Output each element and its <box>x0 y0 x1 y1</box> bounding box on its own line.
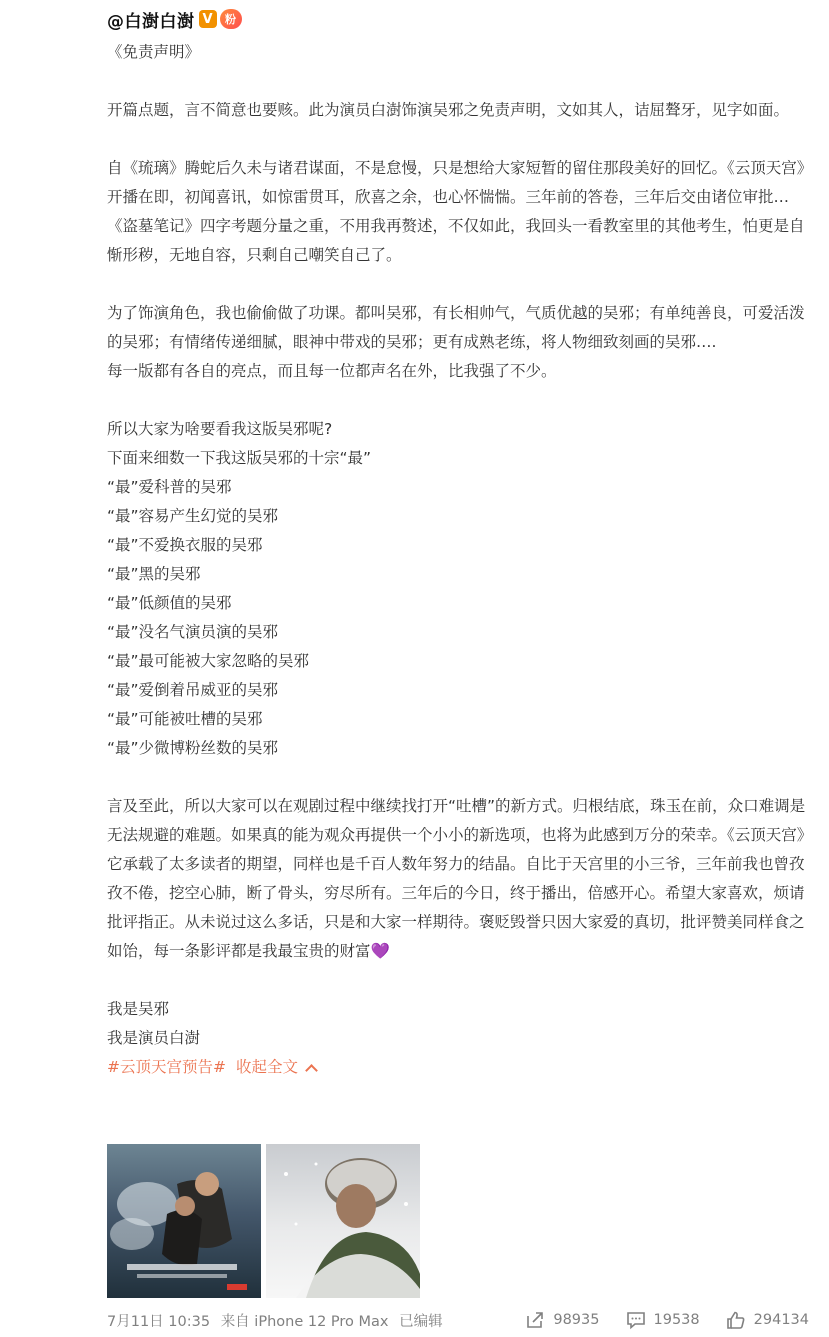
paragraph-signoff-2: 我是演员白澍 <box>107 1029 201 1047</box>
topic-line <box>107 1053 809 1082</box>
list-item: “最”最可能被大家忽略的吴邪 <box>107 652 310 670</box>
list-item: “最”可能被吐槽的吴邪 <box>107 710 263 728</box>
thumbs-up-icon <box>726 1310 746 1330</box>
post-time[interactable]: 7月11日 10:35 <box>107 1313 211 1330</box>
poster-illustration-icon <box>107 1144 261 1298</box>
comment-count: 19538 <box>653 1312 700 1328</box>
post-header <box>107 0 809 38</box>
paragraph-list-intro: 下面来细数一下我这版吴邪的十宗“最” <box>107 449 372 467</box>
verified-badge-icon: V <box>199 10 217 28</box>
post-footer <box>107 1306 809 1334</box>
post-title: 《免责声明》 <box>107 43 201 61</box>
snow-scene-illustration-icon <box>266 1144 420 1298</box>
list-item: “最”容易产生幻觉的吴邪 <box>107 507 279 525</box>
image-grid <box>107 1144 420 1298</box>
paragraph-intro: 开篇点题，言不简意也要赅。此为演员白澍饰演吴邪之免责声明，文如其人，诘屈聱牙，见字如面。 <box>107 101 790 119</box>
list-item: “最”黑的吴邪 <box>107 565 201 583</box>
repost-button[interactable] <box>525 1310 599 1330</box>
collapse-text-button[interactable] <box>236 1053 316 1082</box>
paragraph-preface: 自《琉璃》腾蛇后久未与诸君谋面，不是怠慢，只是想给大家短暂的留住那段美好的回忆。《云顶天宫》开播在即，初闻喜讯，如惊雷贯耳，欣喜之余，也心怀惴惴。三年前的答卷，三年后交由诸位审批…《盗墓笔记》四字考题分量之重，不用我再赘述，不仅如此，我回头一看教室里的其他考生，怕更是自惭形秽，无地自容，只剩自己嘲笑自己了。 <box>107 159 805 264</box>
like-button[interactable] <box>726 1310 809 1330</box>
fan-badge-icon[interactable]: 粉 <box>220 9 242 29</box>
topic-tag-link[interactable]: #云顶天宫预告# <box>107 1058 226 1076</box>
chevron-up-icon <box>305 1064 318 1077</box>
repost-count: 98935 <box>553 1312 600 1328</box>
list-item: “最”少微博粉丝数的吴邪 <box>107 739 279 757</box>
post-body <box>107 38 809 1082</box>
author-name[interactable]: @白澍白澍 <box>107 11 195 32</box>
comment-button[interactable] <box>626 1310 700 1330</box>
paragraph-question: 所以大家为啥要看我这版吴邪呢? <box>107 420 333 438</box>
paragraph-homework: 为了饰演角色，我也偷偷做了功课。都叫吴邪，有长相帅气，气质优越的吴邪；有单纯善良，可爱活泼的吴邪；有情绪传递细腻，眼神中带戏的吴邪；更有成熟老练，将人物细致刻画的吴邪…. <box>107 304 805 351</box>
post-meta <box>107 1310 499 1331</box>
poster-thumbnail[interactable] <box>107 1144 261 1298</box>
like-count: 294134 <box>753 1312 809 1328</box>
list-item: “最”爱倒着吊威亚的吴邪 <box>107 681 279 699</box>
list-item: “最”没名气演员演的吴邪 <box>107 623 279 641</box>
repost-icon <box>525 1310 545 1330</box>
post-source: 来自 iPhone 12 Pro Max <box>220 1313 389 1330</box>
list-item: “最”爱科普的吴邪 <box>107 478 232 496</box>
paragraph-conclusion: 言及至此，所以大家可以在观剧过程中继续找打开“吐槽”的新方式。归根结底，珠玉在前，众口难调是无法规避的难题。如果真的能为观众再提供一个小小的新选项，也将为此感到万分的荣幸。《云顶天宫》它承载了太多读者的期望，同样也是千百人数年努力的结晶。自比于天宫里的小三爷，三年前我也曾孜孜不倦，挖空心肺，断了骨头，穷尽所有。三年后的今日，终于播出，倍感开心。希望大家喜欢，烦请批评指正。从未说过这么多话，只是和大家一样期待。褒贬毁誉只因大家爱的真切，批评赞美同样食之如饴，每一条影评都是我最宝贵的财富💜 <box>107 797 806 960</box>
list-item: “最”不爱换衣服的吴邪 <box>107 536 263 554</box>
list-item: “最”低颜值的吴邪 <box>107 594 232 612</box>
edited-label[interactable]: 已编辑 <box>399 1313 443 1330</box>
collapse-label: 收起全文 <box>235 1058 298 1076</box>
comment-icon <box>626 1310 646 1330</box>
paragraph-signoff-1: 我是吴邪 <box>107 1000 170 1018</box>
paragraph-highlights: 每一版都有各自的亮点，而且每一位都声名在外，比我强了不少。 <box>107 362 557 380</box>
still-thumbnail[interactable] <box>266 1144 420 1298</box>
